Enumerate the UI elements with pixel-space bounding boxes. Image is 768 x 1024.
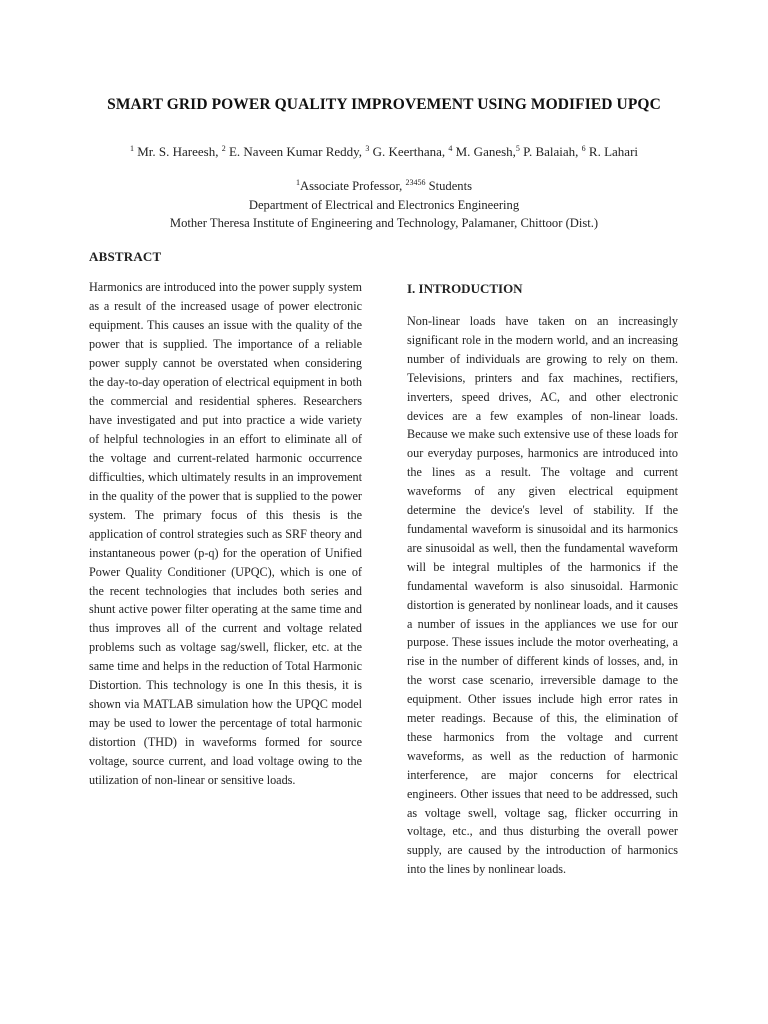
author — [365, 144, 445, 159]
abstract-heading: ABSTRACT — [89, 249, 162, 264]
abstract-body — [89, 278, 362, 790]
author-name: P. Balaiah, — [523, 144, 579, 159]
role-text: Students — [428, 179, 473, 193]
author-sup: 2 — [221, 144, 226, 153]
author-sup: 1 — [129, 144, 134, 153]
introduction-paragraph: Non-linear loads have taken on an increasingly significant role in the modern world, and an increasing number of individuals are growing to rely on them. Televisions, printers and fax machines, rectifiers, inverters, speed drives, AC, and other electronic devices are a few examples of non-linear loads. Because we make such extensive use of these loads for our everyday purposes, harmonics are introduced into the lines as a result. The voltage and current waveforms of any given electrical equipment determine the device's level of stability. If the fundamental waveform is sinusoidal and its harmonics are sinusoidal as well, then the fundamental waveform will be integral multiples of the harmonics if the fundamental waveform is also sinusoidal. Harmonic distortion is generated by nonlinear loads, and it causes a number of issues in the appliances we use for our purpose. These issues include the motor overheating, a rise in the number of different kinds of losses, and, in the worst case scenario, irreversible damage to the equipment. Other issues include high error rates in meter readings. Because of this, the elimination of these harmonics from the voltage and current waveforms, as well as the reduction of harmonic interference, are major concerns for electrical engineers. Other issues that need to be addressed, such as voltage swell, voltage sag, flicker occurring in voltage, etc., and thus disturbing the overall power supply, are caused by the introduction of harmonics into the lines by nonlinear loads. — [407, 314, 678, 877]
role-text: Associate Professor, — [299, 179, 403, 193]
role-sup: 1 — [295, 178, 300, 187]
author — [130, 144, 219, 159]
abstract-paragraph: Harmonics are introduced into the power supply system as a result of the increased usage of power electronic equipment. This causes an issue with the quality of the power that is supplied. The importance of a reliable power supply cannot be overstated when considering the day-to-day operation of electrical equipment in both the commercial and residential spheres. Researchers have investigated and put into practice a wide variety of helpful technologies in an effort to eliminate all of the voltage and current-related harmonic occurrence difficulties, which ultimately results in an improvement in the quality of the power that is supplied to the power system. The primary focus of this thesis is the application of control strategies such as SRF theory and instantaneous power (p-q) for the operation of Unified Power Quality Conditioner (UPQC), which is one of the recent technologies that includes both series and shunt active power filter operating at the same time and thus improves all of the current and voltage related problems such as voltage sag/swell, flicker, etc. at the same time and helps in the reduction of Total Harmonic Distortion. This technology is one In this thesis, it is shown via MATLAB simulation how the UPQC model may be used to lower the percentage of total harmonic distortion (THD) in waveforms formed for source voltage, source current, and load voltage owing to the utilization of non-linear or sensitive loads. — [89, 280, 362, 788]
role-sup: 23456 — [405, 178, 426, 187]
author-name: G. Keerthana, — [372, 144, 446, 159]
introduction-body — [407, 312, 678, 879]
author — [582, 144, 638, 159]
institute: Mother Theresa Institute of Engineering and Technology, Palamaner, Chittoor (Dist.) — [169, 216, 599, 230]
author-name: R. Lahari — [588, 144, 639, 159]
author-name: Mr. S. Hareesh, — [137, 144, 219, 159]
author — [448, 144, 516, 159]
author-sup: 6 — [581, 144, 586, 153]
department: Department of Electrical and Electronics Engineering — [248, 197, 520, 212]
author-sup: 3 — [365, 144, 370, 153]
author-name: E. Naveen Kumar Reddy, — [228, 144, 363, 159]
author — [222, 144, 362, 159]
author-name: M. Ganesh, — [455, 144, 516, 159]
author-list — [60, 141, 708, 160]
paper-title: SMART GRID POWER QUALITY IMPROVEMENT USING MODIFIED UPQC — [107, 96, 661, 113]
author-sup: 4 — [448, 144, 453, 153]
author-roles — [60, 174, 708, 196]
author — [516, 144, 579, 159]
affiliation-block — [60, 174, 708, 233]
introduction-heading: I. INTRODUCTION — [407, 281, 523, 296]
author-sup: 5 — [515, 144, 520, 153]
